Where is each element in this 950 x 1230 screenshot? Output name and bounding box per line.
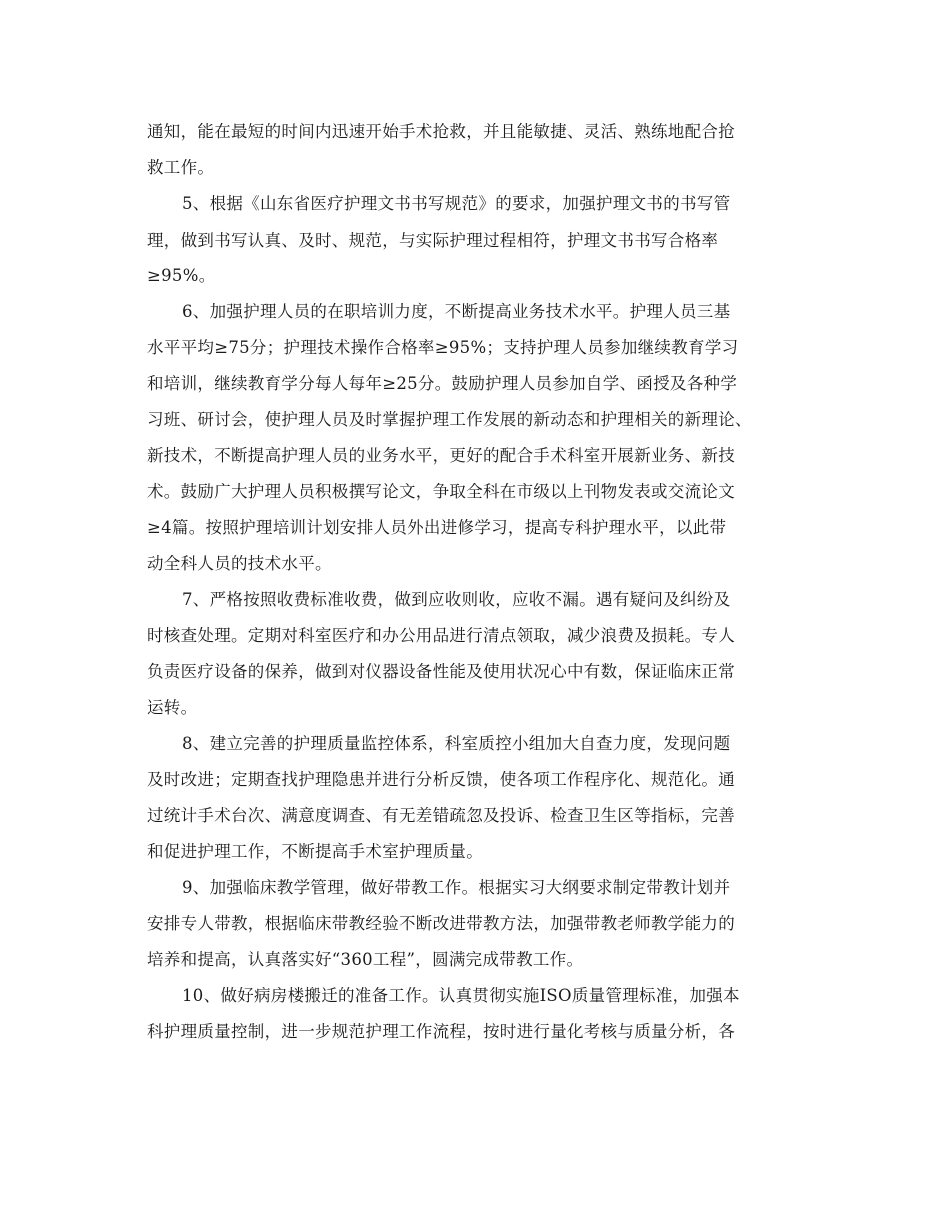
text-line: 时核查处理。定期对科室医疗和办公用品进行清点领取，减少浪费及损耗。专人 [147, 626, 735, 645]
text-line: 5、根据《山东省医疗护理文书书写规范》的要求，加强护理文书的书写管 [182, 194, 731, 213]
text-line: 科护理质量控制，进一步规范护理工作流程，按时进行量化考核与质量分析，各 [147, 1022, 735, 1041]
text-line: 新技术，不断提高护理人员的业务水平，更好的配合手术科室开展新业务、新技 [147, 446, 735, 465]
text-line: ≥95%。 [147, 266, 216, 285]
text-line: 动全科人员的技术水平。 [147, 554, 332, 573]
text-line: 负责医疗设备的保养，做到对仪器设备性能及使用状况心中有数，保证临床正常 [147, 662, 735, 681]
text-line: 及时改进；定期查找护理隐患并进行分析反馈，使各项工作程序化、规范化。通 [147, 770, 735, 789]
text-line: 6、加强护理人员的在职培训力度，不断提高业务技术水平。护理人员三基 [182, 302, 731, 321]
text-line: 理，做到书写认真、及时、规范，与实际护理过程相符，护理文书书写合格率 [147, 231, 719, 250]
text-line: 救工作。 [147, 158, 215, 177]
text-line: 7、严格按照收费标准收费，做到应收则收，应收不漏。遇有疑问及纠纷及 [182, 590, 731, 609]
text-line: 9、加强临床教学管理，做好带教工作。根据实习大纲要求制定带教计划并 [182, 878, 731, 897]
text-line: 习班、研讨会，使护理人员及时掌握护理工作发展的新动态和护理相关的新理论、 [147, 410, 752, 429]
text-line: 安排专人带教，根据临床带教经验不断改进带教方法，加强带教老师教学能力的 [147, 914, 735, 933]
text-line: 和促进护理工作，不断提高手术室护理质量。 [147, 842, 483, 861]
text-line: 10、做好病房楼搬迁的准备工作。认真贯彻实施ISO质量管理标准，加强本 [182, 986, 740, 1005]
text-line: ≥4篇。按照护理培训计划安排人员外出进修学习，提高专科护理水平，以此带 [147, 518, 727, 537]
text-line: 培养和提高，认真落实好“360工程”，圆满完成带教工作。 [147, 950, 584, 969]
text-line: 术。鼓励广大护理人员积极撰写论文，争取全科在市级以上刊物发表或交流论文 [147, 482, 735, 501]
text-line: 通知，能在最短的时间内迅速开始手术抢救，并且能敏捷、灵活、熟练地配合抢 [147, 122, 735, 141]
text-line: 水平平均≥75分；护理技术操作合格率≥95%；支持护理人员参加继续教育学习 [147, 338, 739, 357]
text-line: 8、建立完善的护理质量监控体系，科室质控小组加大自查力度，发现问题 [182, 734, 731, 753]
text-line: 运转。 [147, 698, 198, 717]
text-line: 过统计手术台次、满意度调查、有无差错疏忽及投诉、检查卫生区等指标，完善 [147, 806, 735, 825]
text-line: 和培训，继续教育学分每人每年≥25分。鼓励护理人员参加自学、函授及各种学 [147, 374, 738, 393]
